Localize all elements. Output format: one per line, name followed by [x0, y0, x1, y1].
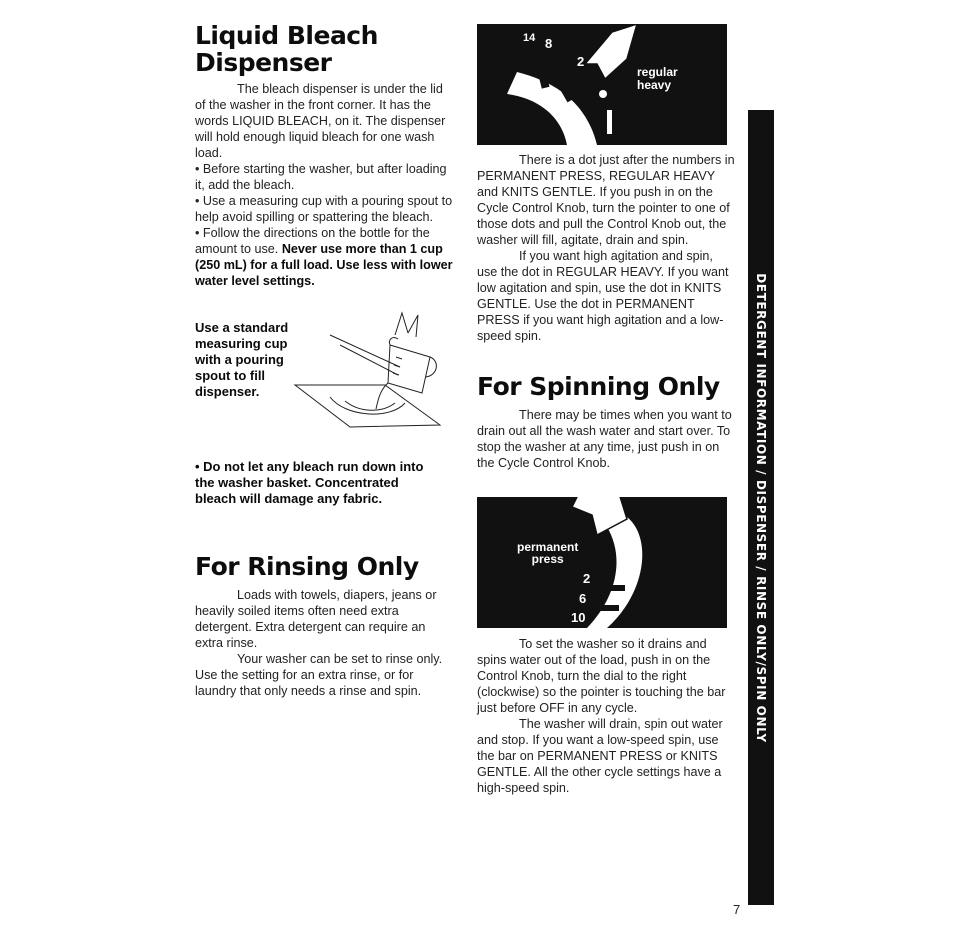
bleach-bullet-3 [195, 225, 453, 289]
dial-num-2: 2 [577, 54, 585, 69]
dial-num-14: 14 [523, 32, 536, 44]
agitate-para-1: There is a dot just after the numbers in PERMANENT PRESS, REGULAR HEAVY and KNITS GENTLE. If you push in on the Cycle Control Knob, turn the pointer to one of those dots and pull the Control Knob out, the washer will fill, agitate, drain and spin. [477, 153, 735, 247]
bleach-heading-line1: Liquid Bleach [195, 21, 378, 50]
dial-label-line1: permanent [517, 540, 579, 554]
bleach-heading-line2: Dispenser [195, 48, 332, 77]
bleach-warning: • Do not let any bleach run down into the washer basket. Concentrated bleach will damage any fabric. [195, 459, 424, 506]
spin-set-para-1: To set the washer so it drains and spins water out of the load, push in on the Control Knob, turn the dial to the right (clockwise) so the pointer is touching the bar just before OFF in any cycle. [477, 637, 726, 715]
rinsing-para-2: Your washer can be set to rinse only. Use the setting for an extra rinse, or for laundry that only needs a rinse and spin. [195, 652, 443, 698]
dial-illustration-permanent-press [477, 497, 727, 628]
dial-num-2: 2 [583, 571, 591, 586]
dial-label-line1: regular [637, 65, 678, 79]
bleach-heading [195, 22, 453, 76]
rinsing-para-1: Loads with towels, diapers, jeans or heavily soiled items often need extra detergent. Extra detergent can require an extra rinse. [195, 588, 437, 650]
bleach-caption: Use a standard measuring cup with a pouring spout to fill dispenser. [195, 320, 289, 399]
rinsing-section [195, 553, 453, 699]
dial-label-line2: press [531, 552, 564, 566]
bleach-intro: The bleach dispenser is under the lid of the washer in the front corner. It has the words LIQUID BLEACH, on it. The dispenser will hold enough liquid bleach for one wash load. [195, 82, 446, 160]
dial-label-permanent-press [517, 541, 578, 565]
side-tab-text: DETERGENT INFORMATION / DISPENSER / RINSE ONLY/SPIN ONLY [754, 272, 768, 743]
spin-set-para-2: The washer will drain, spin out water and stop. If you want a low-speed spin, use the bar on PERMANENT PRESS or KNITS GENTLE. All the other cycle settings have a high-speed spin. [477, 717, 723, 795]
dial-num-8: 8 [545, 36, 553, 51]
spinning-para-1: There may be times when you want to drain out all the wash water and start over. To stop the washer at any time, just push in on the Cycle Control Knob. [477, 408, 732, 470]
dial-num-10: 10 [571, 610, 586, 625]
spinning-heading: For Spinning Only [477, 372, 720, 401]
dial-label-line2: heavy [637, 78, 672, 92]
bleach-body [195, 81, 453, 289]
spinning-body [477, 407, 735, 471]
agitate-para-2: If you want high agitation and spin, use the dot in REGULAR HEAVY. If you want low agitation and spin, use the dot in KNITS GENTLE. Use the dot in PERMANENT PRESS if you want high agitation and a low-speed spin. [477, 249, 729, 343]
rinsing-body [195, 587, 453, 699]
bleach-bullet-3-text: • Follow the directions on the bottle for the amount to use. [195, 226, 430, 256]
agitate-body [477, 152, 735, 344]
rinsing-heading: For Rinsing Only [195, 552, 419, 581]
spinning-section [477, 373, 735, 471]
bleach-section [195, 22, 453, 289]
dial-label-regular-heavy [637, 66, 678, 92]
section-side-tab [748, 110, 774, 905]
bleach-bullet-1: • Before starting the washer, but after loading it, add the bleach. [195, 162, 447, 192]
page-number: 7 [733, 902, 741, 917]
spin-set-body [477, 636, 735, 796]
dial-illustration-regular-heavy [477, 24, 727, 145]
measuring-cup-illustration [290, 305, 450, 445]
dial-num-6: 6 [579, 591, 587, 606]
bleach-bullet-2: • Use a measuring cup with a pouring spout to help avoid spilling or spattering the bleach. [195, 194, 453, 224]
bleach-bullet-3-warning: Never use more than 1 cup (250 mL) for a full load. Use less with lower water level settings. [195, 242, 453, 288]
